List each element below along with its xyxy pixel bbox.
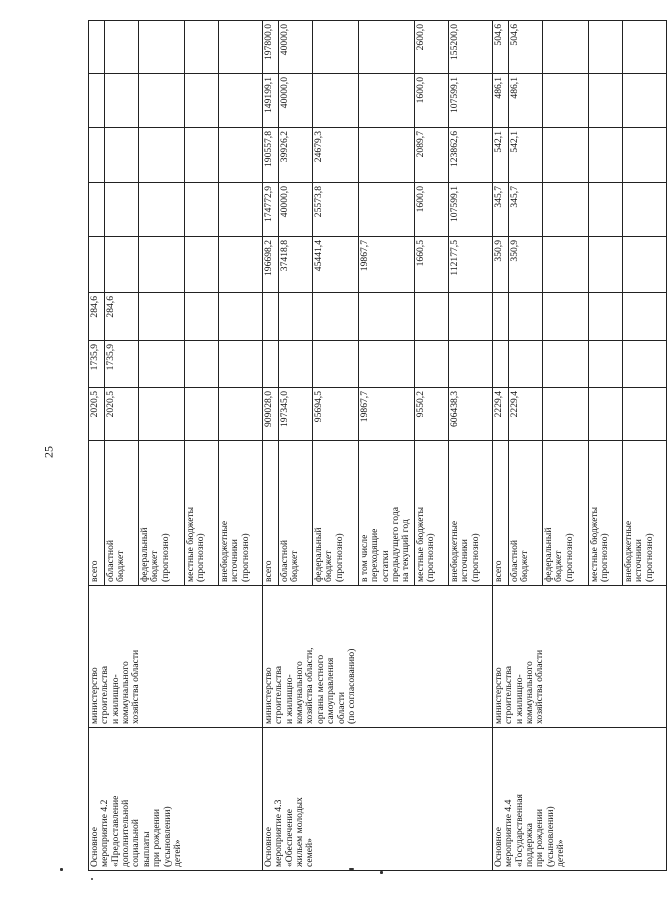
amount-cell: 45441,4 xyxy=(313,237,359,293)
amount-cell xyxy=(279,293,313,341)
amount-cell: 112177,5 xyxy=(449,237,493,293)
amount-cell xyxy=(139,74,185,128)
scan-mark-right xyxy=(380,871,383,874)
amount-cell xyxy=(623,388,667,441)
amount-cell xyxy=(359,293,415,341)
amount-cell: 504,6 xyxy=(493,21,509,74)
amount-cell xyxy=(263,293,279,341)
measure-name-cell: Основное мероприятие 4.2 «Предоставление дополнительной социальной выплаты при рождении (усыновлении) детей» xyxy=(89,728,263,871)
amount-cell xyxy=(623,21,667,74)
amount-cell: 486,1 xyxy=(493,74,509,128)
budget-table xyxy=(88,20,667,871)
amount-cell xyxy=(359,183,415,237)
executor-cell: министерство строительства и жилищно- коммунального хозяйства области xyxy=(89,586,263,728)
funding-source-cell: федеральный бюджет (прогнозно) xyxy=(543,441,589,586)
amount-cell xyxy=(623,183,667,237)
amount-cell xyxy=(89,21,105,74)
amount-cell xyxy=(185,293,219,341)
amount-cell xyxy=(139,388,185,441)
amount-cell: 909028,0 xyxy=(263,388,279,441)
amount-cell xyxy=(185,341,219,388)
amount-cell: 2229,4 xyxy=(509,388,543,441)
amount-cell xyxy=(139,341,185,388)
amount-cell: 196698,2 xyxy=(263,237,279,293)
amount-cell xyxy=(623,293,667,341)
funding-source-cell: всего xyxy=(263,441,279,586)
amount-cell xyxy=(185,21,219,74)
amount-cell xyxy=(105,128,139,183)
amount-cell: 1600,0 xyxy=(415,183,449,237)
amount-cell: 40000,0 xyxy=(279,74,313,128)
amount-cell xyxy=(543,183,589,237)
amount-cell xyxy=(89,237,105,293)
amount-cell: 37418,8 xyxy=(279,237,313,293)
amount-cell xyxy=(543,21,589,74)
table-row xyxy=(89,21,105,871)
amount-cell: 155200,0 xyxy=(449,21,493,74)
amount-cell xyxy=(279,341,313,388)
amount-cell: 486,1 xyxy=(509,74,543,128)
amount-cell: 2020,5 xyxy=(105,388,139,441)
amount-cell xyxy=(543,388,589,441)
amount-cell xyxy=(219,341,263,388)
amount-cell xyxy=(89,128,105,183)
amount-cell: 107599,1 xyxy=(449,74,493,128)
amount-cell: 197345,0 xyxy=(279,388,313,441)
page-number: 25 xyxy=(41,446,56,458)
amount-cell xyxy=(89,183,105,237)
amount-cell: 606438,3 xyxy=(449,388,493,441)
amount-cell xyxy=(589,128,623,183)
amount-cell xyxy=(589,237,623,293)
amount-cell: 25573,8 xyxy=(313,183,359,237)
amount-cell: 190557,8 xyxy=(263,128,279,183)
amount-cell: 1735,9 xyxy=(89,341,105,388)
amount-cell xyxy=(589,21,623,74)
amount-cell xyxy=(359,341,415,388)
amount-cell: 39926,2 xyxy=(279,128,313,183)
scan-mark-mid xyxy=(349,868,354,870)
amount-cell xyxy=(589,183,623,237)
amount-cell xyxy=(185,237,219,293)
amount-cell xyxy=(543,293,589,341)
amount-cell: 2229,4 xyxy=(493,388,509,441)
amount-cell xyxy=(185,128,219,183)
funding-source-cell: всего xyxy=(493,441,509,586)
amount-cell: 2020,5 xyxy=(89,388,105,441)
amount-cell xyxy=(543,341,589,388)
amount-cell xyxy=(139,21,185,74)
measure-name-cell: Основное мероприятие 4.4 «Государственная поддержка при рождении (усыновлении) детей» xyxy=(493,728,667,871)
amount-cell xyxy=(589,74,623,128)
amount-cell: 350,9 xyxy=(509,237,543,293)
amount-cell xyxy=(105,21,139,74)
amount-cell xyxy=(313,293,359,341)
scan-mark-top xyxy=(60,868,63,871)
funding-source-cell: местные бюджеты (прогнозно) xyxy=(185,441,219,586)
amount-cell xyxy=(185,388,219,441)
amount-cell xyxy=(589,388,623,441)
amount-cell: 284,6 xyxy=(89,293,105,341)
amount-cell xyxy=(589,293,623,341)
amount-cell xyxy=(509,293,543,341)
amount-cell xyxy=(263,341,279,388)
amount-cell: 350,9 xyxy=(493,237,509,293)
funding-source-cell: внебюджетные источники (прогнозно) xyxy=(623,441,667,586)
amount-cell xyxy=(139,293,185,341)
amount-cell xyxy=(219,388,263,441)
amount-cell xyxy=(415,293,449,341)
amount-cell xyxy=(219,21,263,74)
funding-source-cell: внебюджетные источники (прогнозно) xyxy=(219,441,263,586)
funding-source-cell: областной бюджет xyxy=(279,441,313,586)
amount-cell xyxy=(313,21,359,74)
amount-cell xyxy=(509,341,543,388)
funding-source-cell: всего xyxy=(89,441,105,586)
funding-source-cell: внебюджетные источники (прогнозно) xyxy=(449,441,493,586)
amount-cell: 24679,3 xyxy=(313,128,359,183)
amount-cell: 1735,9 xyxy=(105,341,139,388)
amount-cell: 1660,5 xyxy=(415,237,449,293)
amount-cell: 504,6 xyxy=(509,21,543,74)
budget-table-rotated xyxy=(88,24,655,871)
amount-cell: 9550,2 xyxy=(415,388,449,441)
amount-cell xyxy=(105,74,139,128)
amount-cell xyxy=(185,74,219,128)
amount-cell xyxy=(313,74,359,128)
amount-cell: 284,6 xyxy=(105,293,139,341)
amount-cell: 2089,7 xyxy=(415,128,449,183)
amount-cell xyxy=(219,128,263,183)
amount-cell xyxy=(589,341,623,388)
funding-source-cell: федеральный бюджет (прогнозно) xyxy=(139,441,185,586)
amount-cell: 123862,6 xyxy=(449,128,493,183)
amount-cell xyxy=(449,293,493,341)
scan-mark-left xyxy=(91,878,93,880)
amount-cell: 107599,1 xyxy=(449,183,493,237)
amount-cell xyxy=(493,293,509,341)
amount-cell: 40000,0 xyxy=(279,21,313,74)
amount-cell xyxy=(415,341,449,388)
amount-cell: 149199,1 xyxy=(263,74,279,128)
amount-cell xyxy=(219,74,263,128)
funding-source-cell: в том числе переходящие остатки предыдущего года на текущий год xyxy=(359,441,415,586)
amount-cell xyxy=(89,74,105,128)
amount-cell: 197800,0 xyxy=(263,21,279,74)
amount-cell: 1600,0 xyxy=(415,74,449,128)
funding-source-cell: федеральный бюджет (прогнозно) xyxy=(313,441,359,586)
amount-cell xyxy=(105,183,139,237)
amount-cell xyxy=(139,237,185,293)
executor-cell: министерство строительства и жилищно- коммунального хозяйства области xyxy=(493,586,667,728)
amount-cell: 542,1 xyxy=(509,128,543,183)
funding-source-cell: местные бюджеты (прогнозно) xyxy=(589,441,623,586)
amount-cell: 2600,0 xyxy=(415,21,449,74)
amount-cell xyxy=(219,293,263,341)
amount-cell xyxy=(359,128,415,183)
amount-cell: 40000,0 xyxy=(279,183,313,237)
table-row xyxy=(493,21,509,871)
amount-cell xyxy=(219,237,263,293)
amount-cell xyxy=(623,128,667,183)
amount-cell: 174772,9 xyxy=(263,183,279,237)
amount-cell: 95694,5 xyxy=(313,388,359,441)
amount-cell: 345,7 xyxy=(493,183,509,237)
executor-cell: министерство строительства и жилищно- коммунального хозяйства области, органы местного самоуправления области (по согласованию) xyxy=(263,586,493,728)
amount-cell xyxy=(105,237,139,293)
measure-name-cell: Основное мероприятие 4.3 «Обеспечение жильем молодых семей» xyxy=(263,728,493,871)
amount-cell xyxy=(219,183,263,237)
amount-cell xyxy=(139,183,185,237)
amount-cell xyxy=(623,237,667,293)
amount-cell xyxy=(493,341,509,388)
amount-cell xyxy=(185,183,219,237)
amount-cell: 19867,7 xyxy=(359,388,415,441)
amount-cell xyxy=(543,74,589,128)
amount-cell xyxy=(623,341,667,388)
amount-cell: 345,7 xyxy=(509,183,543,237)
table-row xyxy=(263,21,279,871)
amount-cell: 542,1 xyxy=(493,128,509,183)
funding-source-cell: местные бюджеты (прогнозно) xyxy=(415,441,449,586)
amount-cell xyxy=(139,128,185,183)
amount-cell xyxy=(623,74,667,128)
amount-cell xyxy=(449,341,493,388)
amount-cell xyxy=(359,21,415,74)
amount-cell xyxy=(359,74,415,128)
funding-source-cell: областной бюджет xyxy=(509,441,543,586)
amount-cell xyxy=(543,237,589,293)
amount-cell: 19867,7 xyxy=(359,237,415,293)
amount-cell xyxy=(313,341,359,388)
amount-cell xyxy=(543,128,589,183)
funding-source-cell: областной бюджет xyxy=(105,441,139,586)
